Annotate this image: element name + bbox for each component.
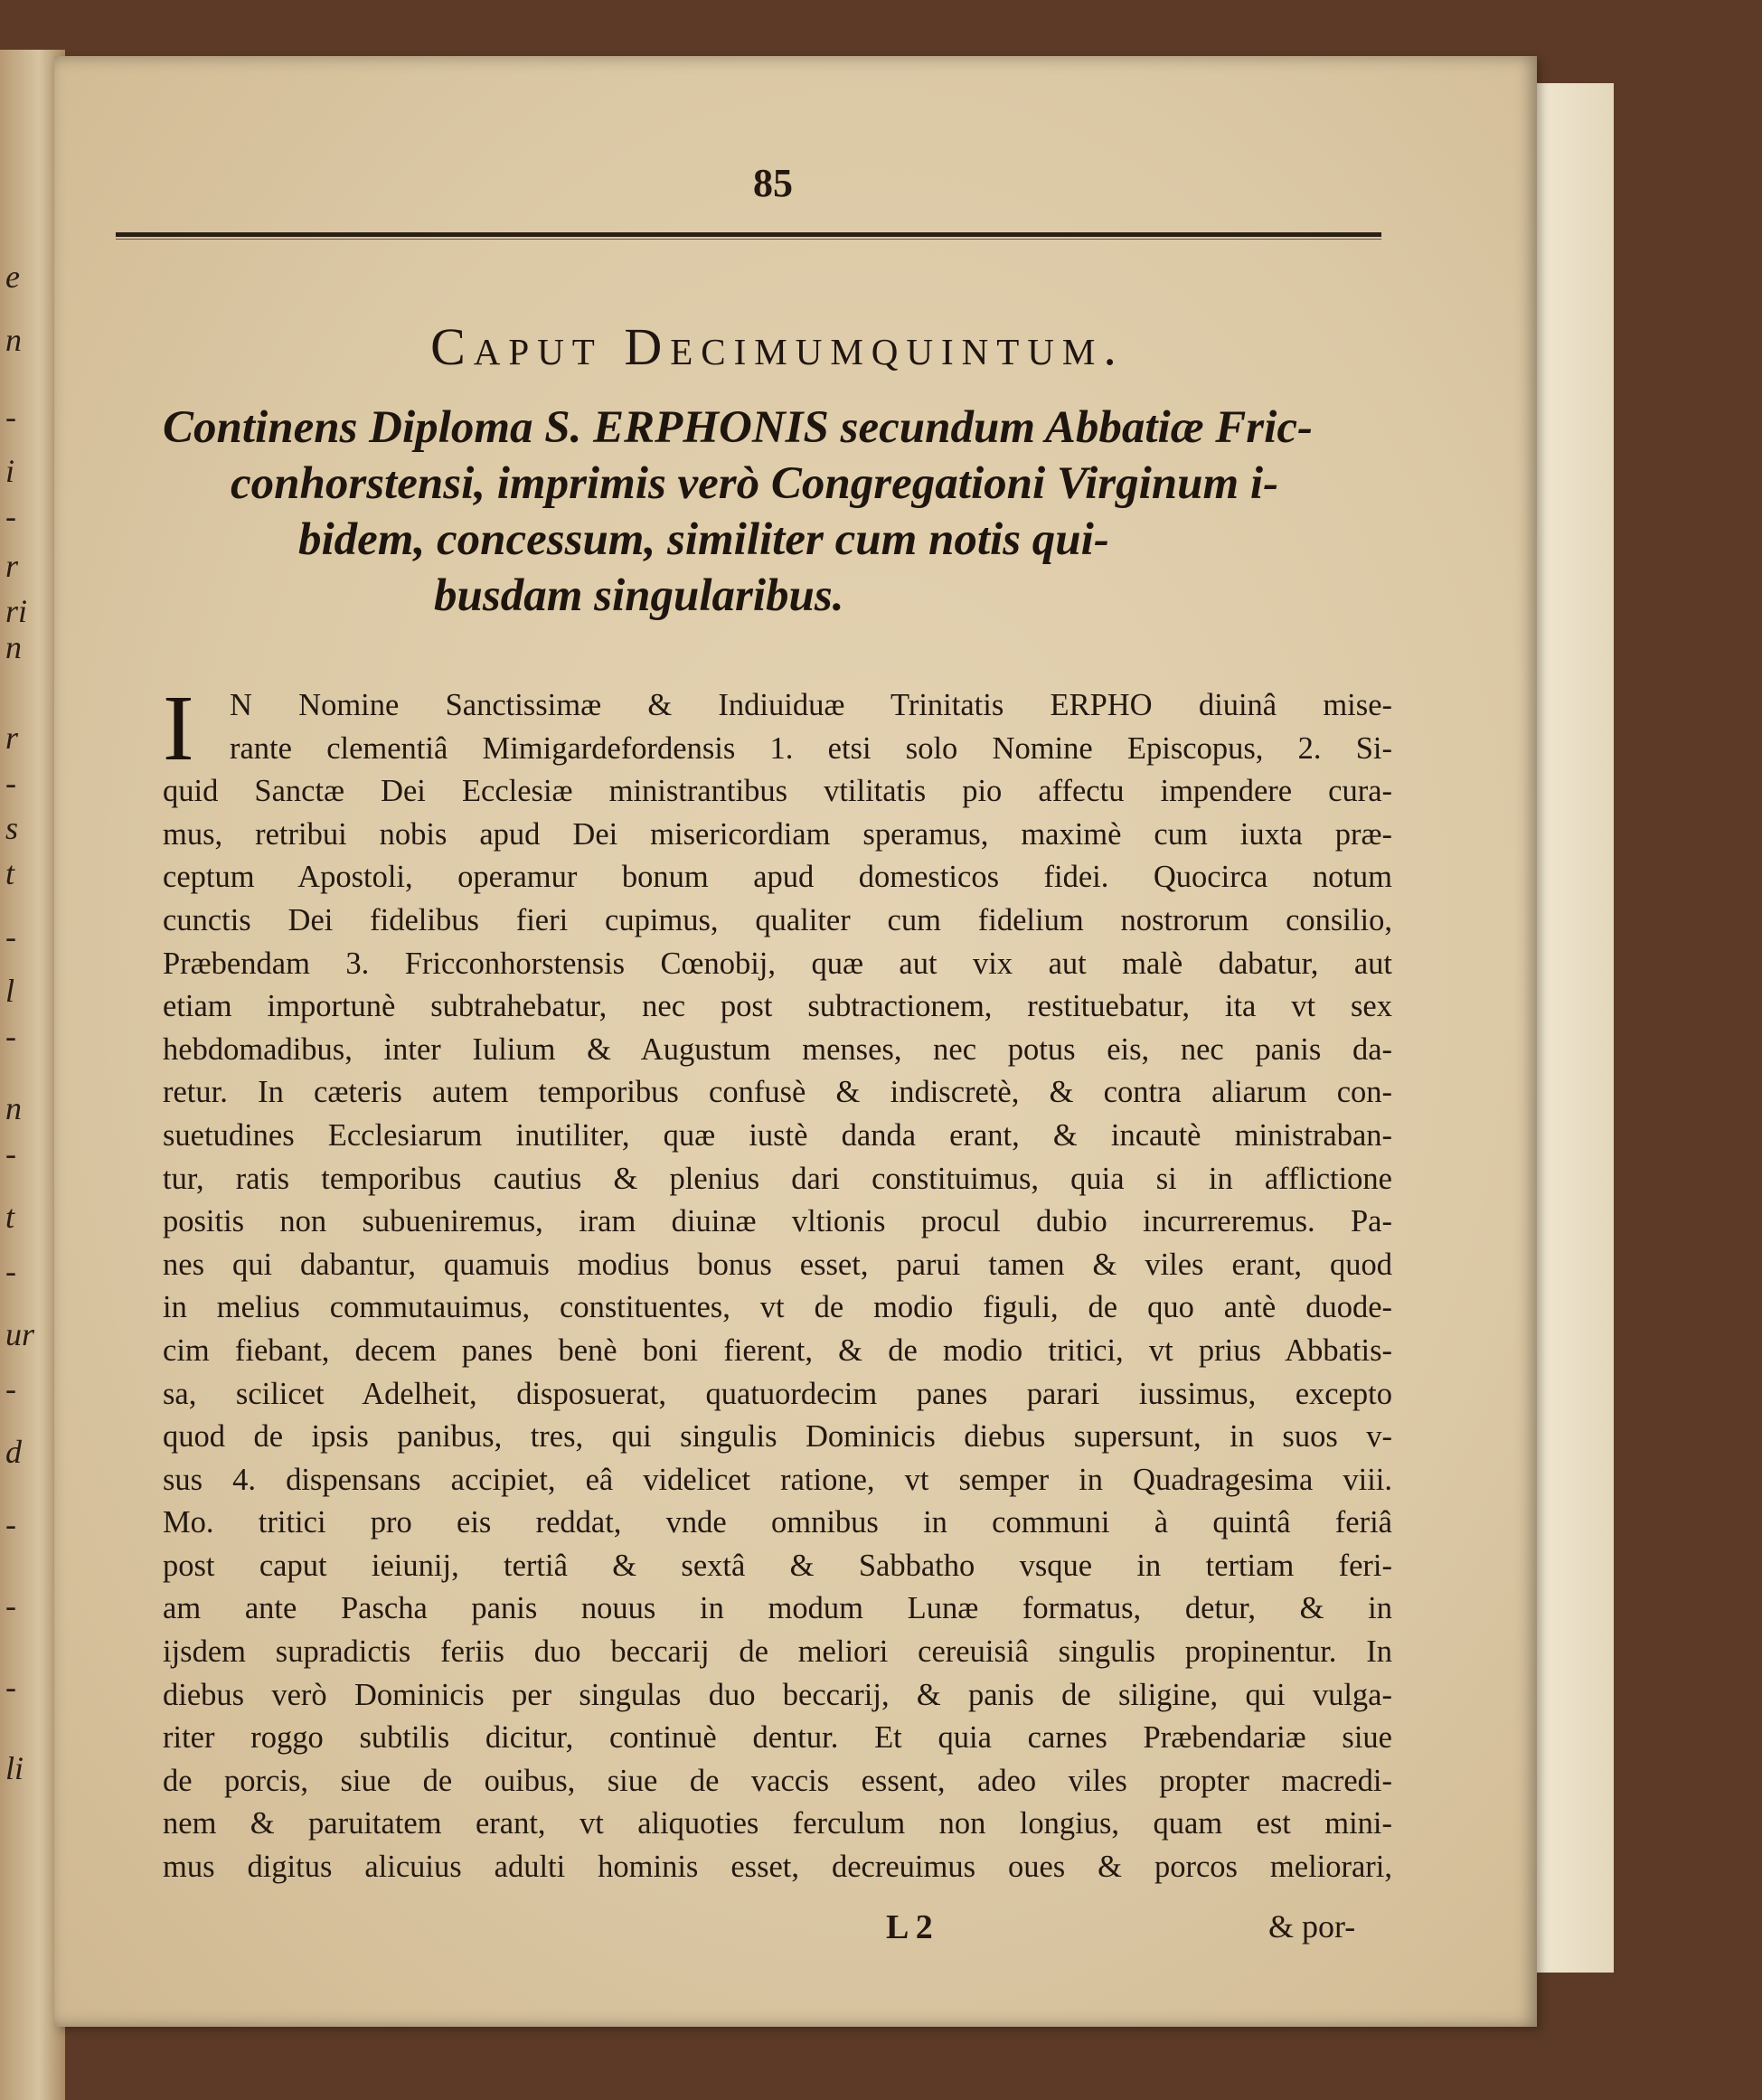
- edge-fragment: -: [5, 1506, 16, 1542]
- edge-fragment: r: [5, 548, 19, 584]
- summary-line: bidem, concessum, similiter cum notis qui-: [298, 514, 1109, 565]
- text-line: ceptum Apostoli, operamur bonum apud domesticos fidei. Quocirca notum: [163, 860, 1392, 895]
- text-line: retur. In cæteris autem temporibus confusè & indiscretè, & contra aliarum con-: [163, 1075, 1392, 1110]
- edge-fragment: -: [5, 918, 16, 955]
- catchword: & por-: [1268, 1908, 1356, 1945]
- text-line: quid Sanctæ Dei Ecclesiæ ministrantibus vtilitatis pio affectu impendere cura-: [163, 774, 1392, 809]
- text-line: rante clementiâ Mimigardefordensis 1. etsi solo Nomine Episcopus, 2. Si-: [230, 730, 1392, 766]
- book-page: [54, 56, 1537, 2027]
- text-line: riter roggo subtilis dicitur, continuè dentur. Et quia carnes Præbendariæ siue: [163, 1720, 1392, 1756]
- text-line: in melius commutauimus, constituentes, vt de modio figuli, de quo antè duode-: [163, 1290, 1392, 1325]
- text-line: de porcis, siue de ouibus, siue de vaccis essent, adeo viles propter macredi-: [163, 1763, 1392, 1798]
- text-line: positis non subueniremus, iram diuinæ vltionis procul dubio incurreremus. Pa-: [163, 1204, 1392, 1239]
- text-line: cim fiebant, decem panes benè boni fierent, & de modio tritici, vt prius Abbatis-: [163, 1333, 1392, 1368]
- edge-fragment: ri: [5, 593, 28, 629]
- page-number: 85: [753, 161, 793, 205]
- edge-fragment: li: [5, 1750, 24, 1786]
- text-line: sus 4. dispensans accipiet, eâ videlicet ratione, vt semper in Quadragesima viii.: [163, 1462, 1392, 1497]
- text-line: Præbendam 3. Fricconhorstensis Cœnobij, quæ aut vix aut malè dabatur, aut: [163, 946, 1392, 981]
- edge-fragment: e: [5, 259, 20, 295]
- summary-line: busdam singularibus.: [434, 570, 844, 621]
- header-rule-thin: [116, 239, 1381, 240]
- text-line: quod de ipsis panibus, tres, qui singulis Dominicis diebus supersunt, in suos v-: [163, 1419, 1392, 1455]
- edge-fragment: t: [5, 855, 15, 891]
- text-line: nes qui dabantur, quamuis modius bonus esset, parui tamen & viles erant, quod: [163, 1247, 1392, 1282]
- text-line: mus, retribui nobis apud Dei misericordiam speramus, maximè cum iuxta præ-: [163, 816, 1392, 852]
- edge-fragment: -: [5, 1135, 16, 1172]
- text-line: Mo. tritici pro eis reddat, vnde omnibus in communi à quintâ feriâ: [163, 1505, 1392, 1540]
- edge-fragment: -: [5, 1669, 16, 1705]
- edge-fragment: -: [5, 498, 16, 534]
- edge-fragment: ur: [5, 1316, 35, 1352]
- header-rule: [116, 232, 1381, 237]
- edge-fragment: n: [5, 1090, 22, 1126]
- edge-fragment: n: [5, 629, 22, 665]
- text-line: post caput ieiunij, tertiâ & sextâ & Sabbatho vsque in tertiam feri-: [163, 1548, 1392, 1583]
- edge-fragment: -: [5, 1587, 16, 1624]
- edge-fragment: s: [5, 810, 19, 846]
- body-text: [163, 676, 1392, 1889]
- text-line: nem & paruitatem erant, vt aliquoties ferculum non longius, quam est mini-: [163, 1806, 1392, 1841]
- edge-fragment: -: [5, 1253, 16, 1289]
- chapter-title: Caput Decimumquintum.: [430, 317, 1125, 376]
- text-line: ijsdem supradictis feriis duo beccarij de meliori cereuisiâ singulis propinentur. In: [163, 1634, 1392, 1670]
- text-line: cunctis Dei fidelibus fieri cupimus, qualiter cum fidelium nostrorum consilio,: [163, 902, 1392, 937]
- text-line: N Nomine Sanctissimæ & Indiuiduæ Trinitatis ERPHO diuinâ mise-: [230, 688, 1392, 722]
- text-line: mus digitus alicuius adulti hominis esset, decreuimus oues & porcos meliorari,: [163, 1850, 1392, 1885]
- text-line: am ante Pascha panis nouus in modum Lunæ formatus, detur, & in: [163, 1591, 1392, 1626]
- signature-mark: L 2: [886, 1908, 933, 1946]
- summary-line: Continens Diploma S. ERPHONIS secundum Abbatiæ Fric-: [163, 402, 1313, 453]
- text-line: sa, scilicet Adelheit, disposuerat, quatuordecim panes parari iussimus, excepto: [163, 1376, 1392, 1411]
- edge-fragment: -: [5, 1370, 16, 1407]
- edge-fragment: -: [5, 1018, 16, 1054]
- summary-line: conhorstensi, imprimis verò Congregationi Virginum i-: [231, 458, 1279, 509]
- edge-fragment: -: [5, 765, 16, 801]
- text-line: tur, ratis temporibus cautius & plenius dari constituimus, quia si in afflictione: [163, 1161, 1392, 1196]
- text-line: etiam importunè subtrahebatur, nec post subtractionem, restituebatur, ita vt sex: [163, 989, 1392, 1024]
- chapter-summary: [163, 400, 1392, 624]
- edge-fragment: n: [5, 322, 22, 358]
- edge-fragment: d: [5, 1434, 22, 1470]
- drop-capital: I: [163, 676, 194, 780]
- edge-fragment: r: [5, 720, 19, 756]
- edge-fragment: -: [5, 399, 16, 435]
- text-line: hebdomadibus, inter Iulium & Augustum menses, nec potus eis, nec panis da-: [163, 1031, 1392, 1067]
- edge-fragment: l: [5, 973, 15, 1009]
- text-line: suetudines Ecclesiarum inutiliter, quæ iustè danda erant, & incautè ministraban-: [163, 1117, 1392, 1153]
- edge-fragment: i: [5, 453, 15, 489]
- text-line: diebus verò Dominicis per singulas duo beccarij, & panis de siligine, qui vulga-: [163, 1677, 1392, 1712]
- edge-fragment: t: [5, 1199, 15, 1235]
